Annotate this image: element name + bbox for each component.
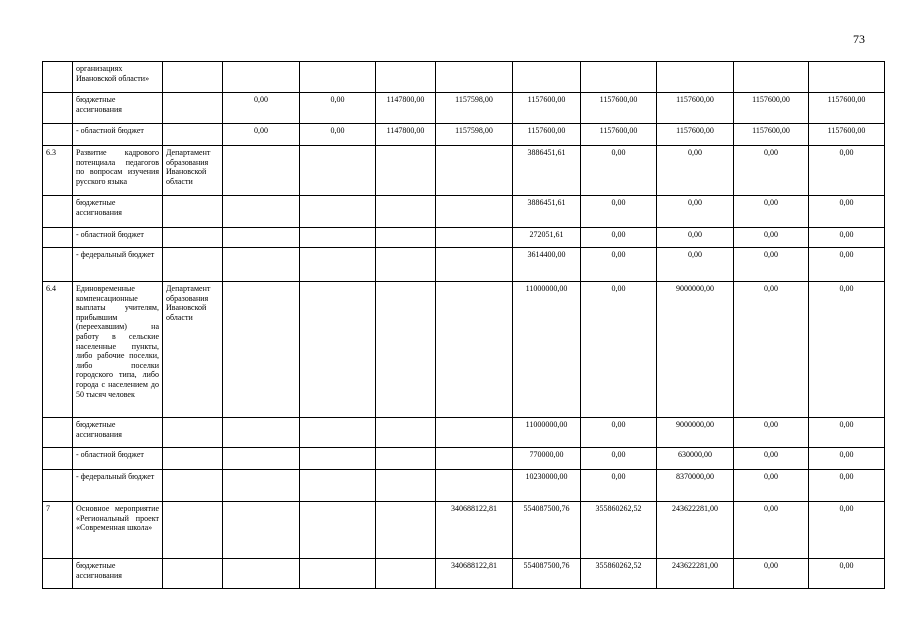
value-cell (223, 228, 300, 248)
value-cell: 1157598,00 (436, 124, 513, 146)
row-name: бюджетные ассигнования (73, 418, 163, 448)
value-cell: 0,00 (581, 146, 657, 196)
value-cell: 0,00 (809, 502, 885, 559)
value-cell: 0,00 (300, 124, 376, 146)
row-executor (163, 418, 223, 448)
value-cell: 630000,00 (657, 448, 734, 470)
value-cell (436, 146, 513, 196)
table-row (43, 124, 885, 146)
value-cell: 0,00 (657, 196, 734, 228)
value-cell: 272051,61 (513, 228, 581, 248)
row-name: - федеральный бюджет (73, 248, 163, 282)
value-cell: 1157600,00 (513, 124, 581, 146)
row-number (43, 470, 73, 502)
value-cell: 340688122,81 (436, 502, 513, 559)
value-cell: 0,00 (581, 228, 657, 248)
row-number (43, 248, 73, 282)
row-executor (163, 93, 223, 124)
value-cell (223, 559, 300, 589)
value-cell: 0,00 (223, 124, 300, 146)
value-cell: 0,00 (581, 282, 657, 418)
value-cell (376, 282, 436, 418)
value-cell (436, 470, 513, 502)
value-cell (300, 470, 376, 502)
value-cell: 0,00 (581, 196, 657, 228)
value-cell: 3886451,61 (513, 196, 581, 228)
value-cell: 0,00 (809, 248, 885, 282)
value-cell: 0,00 (734, 146, 809, 196)
value-cell (734, 62, 809, 93)
row-executor: Департамент образования Ивановской области (163, 282, 223, 418)
value-cell: 243622281,00 (657, 559, 734, 589)
value-cell: 9000000,00 (657, 282, 734, 418)
row-executor (163, 62, 223, 93)
value-cell: 0,00 (657, 248, 734, 282)
value-cell (223, 418, 300, 448)
value-cell: 1157600,00 (581, 124, 657, 146)
row-number (43, 93, 73, 124)
value-cell (376, 62, 436, 93)
value-cell: 0,00 (734, 502, 809, 559)
value-cell (300, 248, 376, 282)
value-cell: 0,00 (657, 228, 734, 248)
value-cell: 355860262,52 (581, 559, 657, 589)
value-cell (300, 146, 376, 196)
value-cell: 0,00 (223, 93, 300, 124)
value-cell: 0,00 (734, 196, 809, 228)
value-cell: 1157600,00 (809, 124, 885, 146)
value-cell: 10230000,00 (513, 470, 581, 502)
value-cell: 0,00 (734, 559, 809, 589)
value-cell (223, 282, 300, 418)
value-cell: 0,00 (734, 448, 809, 470)
value-cell: 243622281,00 (657, 502, 734, 559)
value-cell (436, 282, 513, 418)
value-cell (223, 62, 300, 93)
value-cell (223, 196, 300, 228)
value-cell (376, 146, 436, 196)
value-cell (376, 502, 436, 559)
value-cell: 0,00 (809, 448, 885, 470)
budget-table (42, 61, 885, 589)
value-cell: 0,00 (809, 470, 885, 502)
row-executor (163, 248, 223, 282)
value-cell: 3614400,00 (513, 248, 581, 282)
value-cell: 554087500,76 (513, 559, 581, 589)
value-cell: 1147800,00 (376, 124, 436, 146)
row-executor (163, 470, 223, 502)
value-cell (376, 448, 436, 470)
value-cell: 340688122,81 (436, 559, 513, 589)
row-executor (163, 448, 223, 470)
value-cell (809, 62, 885, 93)
row-number (43, 418, 73, 448)
value-cell: 8370000,00 (657, 470, 734, 502)
value-cell (436, 448, 513, 470)
value-cell (436, 196, 513, 228)
row-number: 6.4 (43, 282, 73, 418)
table-row (43, 62, 885, 93)
value-cell (376, 418, 436, 448)
row-number (43, 62, 73, 93)
value-cell (300, 62, 376, 93)
row-name: бюджетные ассигнования (73, 93, 163, 124)
row-executor (163, 502, 223, 559)
page-number: 73 (853, 32, 865, 46)
value-cell: 1147800,00 (376, 93, 436, 124)
value-cell (300, 502, 376, 559)
value-cell (657, 62, 734, 93)
row-name: - областной бюджет (73, 448, 163, 470)
value-cell (223, 502, 300, 559)
table-row (43, 93, 885, 124)
value-cell: 0,00 (581, 470, 657, 502)
value-cell (223, 248, 300, 282)
table-row (43, 448, 885, 470)
row-executor (163, 196, 223, 228)
value-cell: 0,00 (809, 282, 885, 418)
value-cell (223, 146, 300, 196)
value-cell: 11000000,00 (513, 282, 581, 418)
table-row (43, 228, 885, 248)
row-name: бюджетные ассигнования (73, 196, 163, 228)
row-number (43, 559, 73, 589)
table-row (43, 470, 885, 502)
value-cell (300, 448, 376, 470)
value-cell (223, 470, 300, 502)
value-cell (376, 559, 436, 589)
table-row (43, 196, 885, 228)
value-cell (436, 418, 513, 448)
value-cell (300, 559, 376, 589)
value-cell: 1157600,00 (734, 93, 809, 124)
value-cell (581, 62, 657, 93)
value-cell: 1157600,00 (809, 93, 885, 124)
value-cell: 0,00 (657, 146, 734, 196)
row-number (43, 196, 73, 228)
value-cell (376, 228, 436, 248)
value-cell: 0,00 (734, 418, 809, 448)
row-name: Развитие кадрового потенциала педагогов по вопросам изучения русского языка (73, 146, 163, 196)
row-executor (163, 228, 223, 248)
value-cell: 0,00 (809, 418, 885, 448)
value-cell (300, 228, 376, 248)
value-cell: 0,00 (581, 418, 657, 448)
table-row (43, 502, 885, 559)
value-cell: 11000000,00 (513, 418, 581, 448)
table-row (43, 282, 885, 418)
value-cell: 1157600,00 (657, 93, 734, 124)
value-cell: 1157600,00 (513, 93, 581, 124)
value-cell: 0,00 (581, 448, 657, 470)
value-cell: 0,00 (734, 470, 809, 502)
row-name: организациях Ивановской области» (73, 62, 163, 93)
value-cell (300, 418, 376, 448)
value-cell: 355860262,52 (581, 502, 657, 559)
value-cell: 0,00 (809, 228, 885, 248)
value-cell (300, 196, 376, 228)
value-cell: 3886451,61 (513, 146, 581, 196)
row-number (43, 228, 73, 248)
row-name: Основное мероприятие «Региональный проект «Современная школа» (73, 502, 163, 559)
value-cell (376, 248, 436, 282)
row-name: - областной бюджет (73, 124, 163, 146)
row-name: - областной бюджет (73, 228, 163, 248)
table-row (43, 146, 885, 196)
value-cell: 1157600,00 (657, 124, 734, 146)
table-row (43, 559, 885, 589)
value-cell (376, 470, 436, 502)
value-cell: 554087500,76 (513, 502, 581, 559)
value-cell (436, 228, 513, 248)
value-cell (376, 196, 436, 228)
value-cell: 0,00 (581, 248, 657, 282)
value-cell: 0,00 (734, 228, 809, 248)
value-cell: 1157600,00 (581, 93, 657, 124)
row-name: бюджетные ассигнования (73, 559, 163, 589)
table-row (43, 248, 885, 282)
value-cell: 0,00 (300, 93, 376, 124)
value-cell: 770000,00 (513, 448, 581, 470)
value-cell: 0,00 (809, 559, 885, 589)
row-number: 7 (43, 502, 73, 559)
row-number (43, 124, 73, 146)
row-executor (163, 559, 223, 589)
row-number: 6.3 (43, 146, 73, 196)
value-cell: 9000000,00 (657, 418, 734, 448)
value-cell: 1157598,00 (436, 93, 513, 124)
row-name: Единовременные компенсационные выплаты учителям, прибывшим (переехавшим) на работу в сельские населенные пункты, либо рабочие поселки, либо поселки городского типа, либо города с населением до 50 тысяч человек (73, 282, 163, 418)
value-cell (223, 448, 300, 470)
value-cell (436, 248, 513, 282)
value-cell: 0,00 (734, 282, 809, 418)
value-cell (513, 62, 581, 93)
value-cell: 0,00 (734, 248, 809, 282)
value-cell (300, 282, 376, 418)
row-executor: Департамент образования Ивановской области (163, 146, 223, 196)
value-cell: 0,00 (809, 196, 885, 228)
row-number (43, 448, 73, 470)
value-cell: 0,00 (809, 146, 885, 196)
value-cell: 1157600,00 (734, 124, 809, 146)
value-cell (436, 62, 513, 93)
table-row (43, 418, 885, 448)
row-executor (163, 124, 223, 146)
row-name: - федеральный бюджет (73, 470, 163, 502)
